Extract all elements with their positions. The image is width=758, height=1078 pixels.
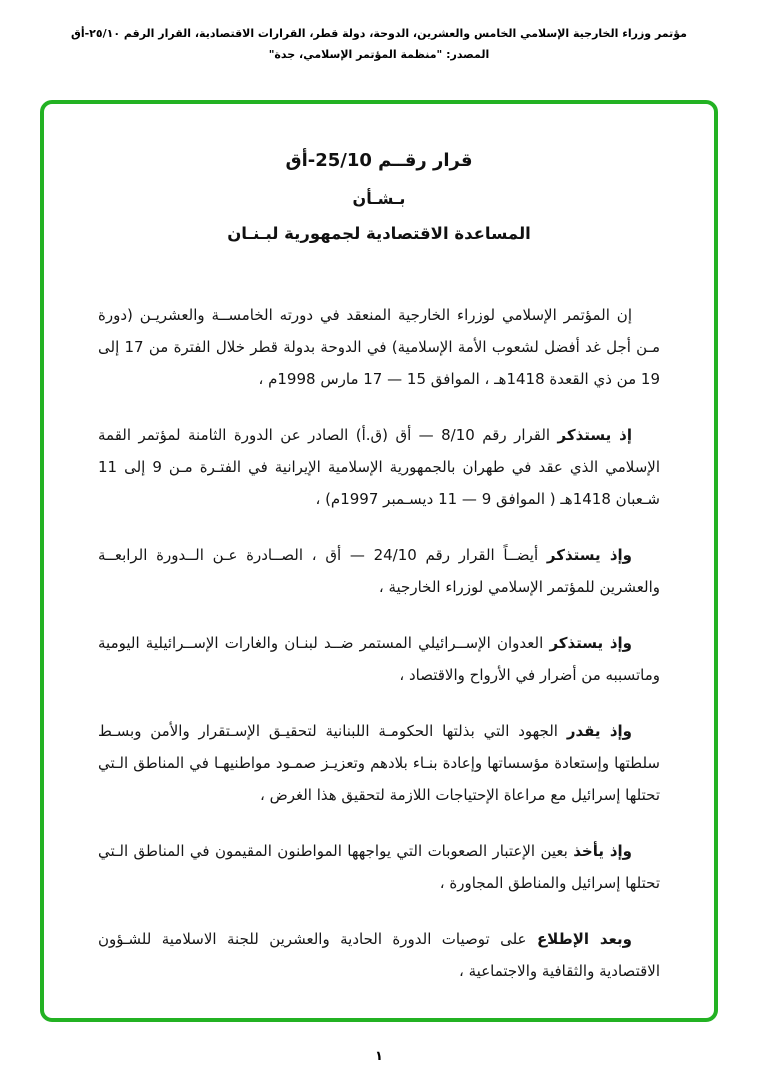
resolution-body: [98, 299, 660, 987]
paragraph-text: الجهود التي بذلتها الحكومـة اللبنانية لتحقيـق الإسـتقرار والأمن وبسـط سلطتها وإستعادة مؤسساتها وإعادة بنـاء بلادهم وتعزيـز صمـود مواطنيهـا في المناطق الـتي تحتلها إسرائيل مع مراعاة الإحتياجات اللازمة لتحقيق هذا الغرض ،: [98, 722, 660, 804]
resolution-subject: المساعدة الاقتصادية لجمهورية لبـنـان: [227, 224, 531, 243]
paragraph-recalling-aggression: [98, 627, 660, 691]
resolution-title-block: [98, 150, 660, 243]
paragraph-text: أيضــاً القرار رقم 24/10 — أق ، الصــادرة عـن الــدورة الرابعــة والعشرين للمؤتمر الإسلامي لوزراء الخارجية ،: [98, 546, 660, 596]
paragraph-recalling-summit: [98, 419, 660, 515]
paragraph-preamble: [98, 299, 660, 395]
paragraph-lead: إذ يستذكر: [557, 426, 632, 444]
citation-line-1: مؤتمر وزراء الخارجية الإسلامي الخامس والعشرين، الدوحة، دولة قطر، القرارات الاقتصادية، القرار الرقم ٢٥/١٠-أق: [70, 27, 687, 40]
citation-line-2: المصدر: "منظمة المؤتمر الإسلامي، جدة": [268, 47, 490, 61]
paragraph-having-reviewed: [98, 923, 660, 987]
citation-header: [0, 0, 758, 66]
paragraph-considering-difficulties: [98, 835, 660, 899]
paragraph-lead: وبعد الإطلاع: [536, 930, 632, 948]
paragraph-text: العدوان الإســرائيلي المستمر ضــد لبنـان والغارات الإســرائيلية اليومية وماتسببه من أضرار في الأرواح والاقتصاد ،: [98, 634, 660, 684]
paragraph-appreciating-efforts: [98, 715, 660, 811]
paragraph-lead: وإذ يستذكر: [546, 546, 632, 564]
paragraph-text: بعين الإعتبار الصعوبات التي يواجهها المواطنون المقيمون في المناطق الـتي تحتلها إسرائيل والمناطق المجاورة ،: [98, 842, 660, 892]
paragraph-lead: وإذ يستذكر: [549, 634, 632, 652]
paragraph-text: القرار رقم 8/10 — أق (ق.أ) الصادر عن الدورة الثامنة لمؤتمر القمة الإسلامي الذي عقد في طهران بالجمهورية الإسلامية الإيرانية في الفتـرة مـن 9 إلى 11 شـعبان 1418هـ ( الموافق 9 — 11 ديسـمبر 1997م) ،: [98, 426, 660, 508]
page-number: ١: [375, 1049, 383, 1064]
resolution-subtitle: بـشـأن: [352, 189, 406, 208]
document-frame: [40, 100, 718, 1022]
paragraph-lead: وإذ يأخذ: [573, 842, 632, 860]
paragraph-text: إن المؤتمر الإسلامي لوزراء الخارجية المنعقد في دورته الخامســة والعشريـن (دورة مـن أجل غد أفضل لشعوب الأمة الإسلامية) في الدوحة بدولة قطر خلال الفترة من 17 إلى 19 من ذي القعدة 1418هـ ، الموافق 15 — 17 مارس 1998م ،: [98, 306, 661, 388]
resolution-number: قرار رقــم 25/10-أق: [285, 150, 473, 171]
paragraph-text: على توصيات الدورة الحادية والعشرين للجنة الاسلامية للشـؤون الاقتصادية والثقافية والاجتماعية ،: [98, 930, 660, 980]
paragraph-recalling-24th-session: [98, 539, 660, 603]
paragraph-lead: وإذ يقدر: [566, 722, 632, 740]
